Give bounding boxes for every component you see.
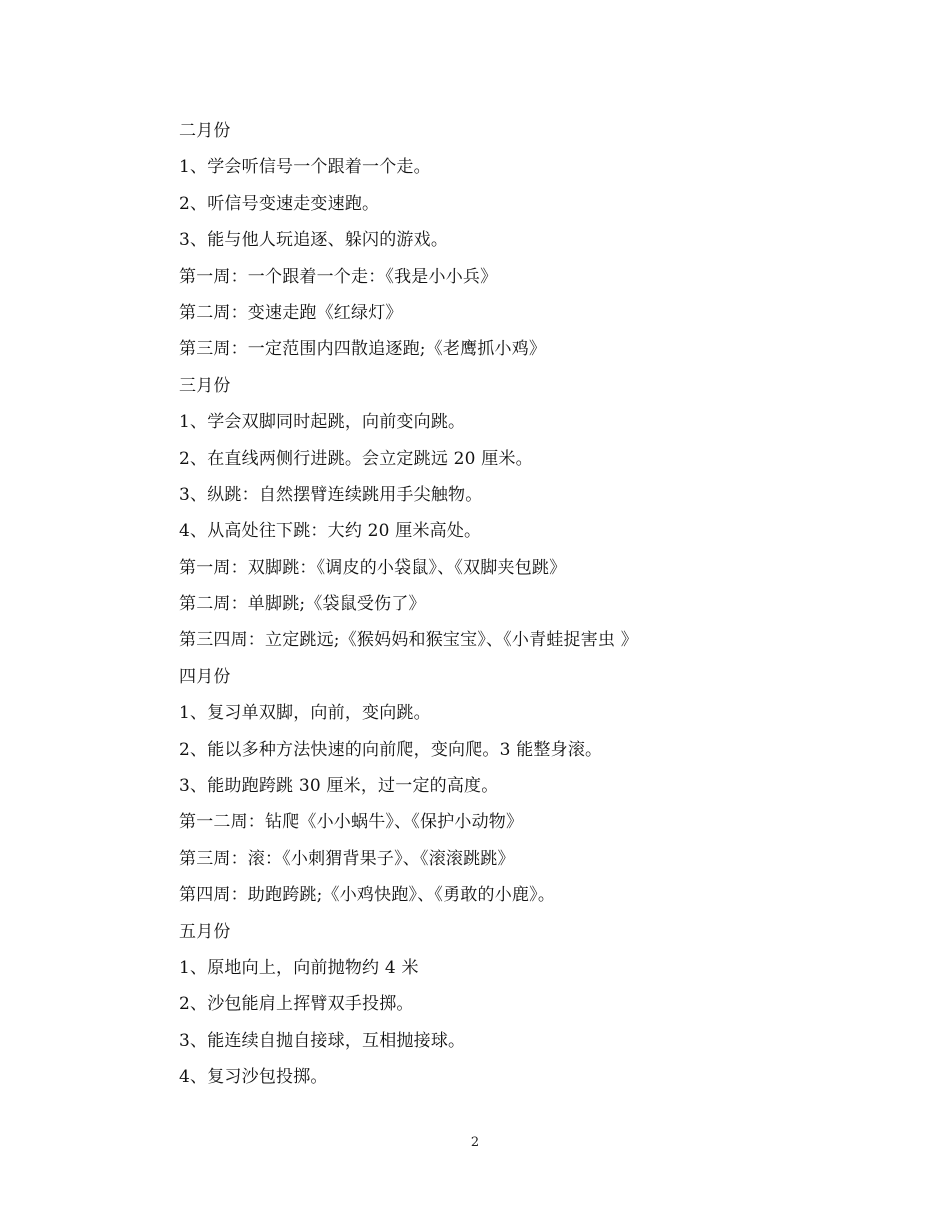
- goal-line: 1、学会双脚同时起跳，向前变向跳。: [179, 412, 466, 433]
- goal-line: 3、纵跳：自然摆臂连续跳用手尖触物。: [179, 484, 483, 505]
- week-activity-line: 第三周：滚：《小刺猬背果子》、《滚滚跳跳》: [179, 848, 515, 869]
- week-activity-line: 第三周：一定范围内四散追逐跑;《老鹰抓小鸡》: [179, 339, 547, 360]
- week-activity-line: 第一周：一个跟着一个走：《我是小小兵》: [179, 266, 498, 287]
- goal-line: 1、学会听信号一个跟着一个走。: [179, 157, 431, 178]
- goal-line: 1、原地向上，向前抛物约 4 米: [179, 957, 419, 978]
- goal-line: 3、能与他人玩追逐、躲闪的游戏。: [179, 230, 449, 251]
- document-body: [179, 116, 799, 1099]
- week-activity-line: 第二周：变速走跑《红绿灯》: [179, 302, 403, 323]
- week-activity-line: 第一周：双脚跳：《调皮的小袋鼠》、《双脚夹包跳》: [179, 557, 567, 578]
- week-activity-line: 第一二周：钻爬《小小蜗牛》、《保护小动物》: [179, 812, 524, 833]
- week-activity-line: 第二周：单脚跳;《袋鼠受伤了》: [179, 594, 426, 615]
- month-heading: 四月份: [179, 666, 231, 687]
- page-number: 2: [470, 1135, 480, 1150]
- goal-line: 2、沙包能肩上挥臂双手投掷。: [179, 994, 414, 1015]
- goal-line: 1、复习单双脚，向前，变向跳。: [179, 703, 431, 724]
- goal-line: 3、能助跑跨跳 30 厘米，过一定的高度。: [179, 776, 499, 797]
- month-heading: 五月份: [179, 921, 231, 942]
- goal-line: 3、能连续自抛自接球，互相抛接球。: [179, 1030, 466, 1051]
- goal-line: 2、能以多种方法快速的向前爬，变向爬。3 能整身滚。: [179, 739, 603, 760]
- month-heading: 二月份: [179, 121, 231, 141]
- goal-line: 4、从高处往下跳：大约 20 厘米高处。: [179, 521, 482, 542]
- month-heading: 三月份: [179, 375, 231, 396]
- goal-line: 2、听信号变速走变速跑。: [179, 193, 380, 214]
- week-activity-line: 第三四周：立定跳远;《猴妈妈和猴宝宝》、《小青蛙捉害虫 》: [179, 630, 638, 651]
- goal-line: 2、在直线两侧行进跳。会立定跳远 20 厘米。: [179, 448, 533, 469]
- goal-line: 4、复习沙包投掷。: [179, 1067, 328, 1088]
- week-activity-line: 第四周：助跑跨跳;《小鸡快跑》、《勇敢的小鹿》。: [179, 885, 556, 906]
